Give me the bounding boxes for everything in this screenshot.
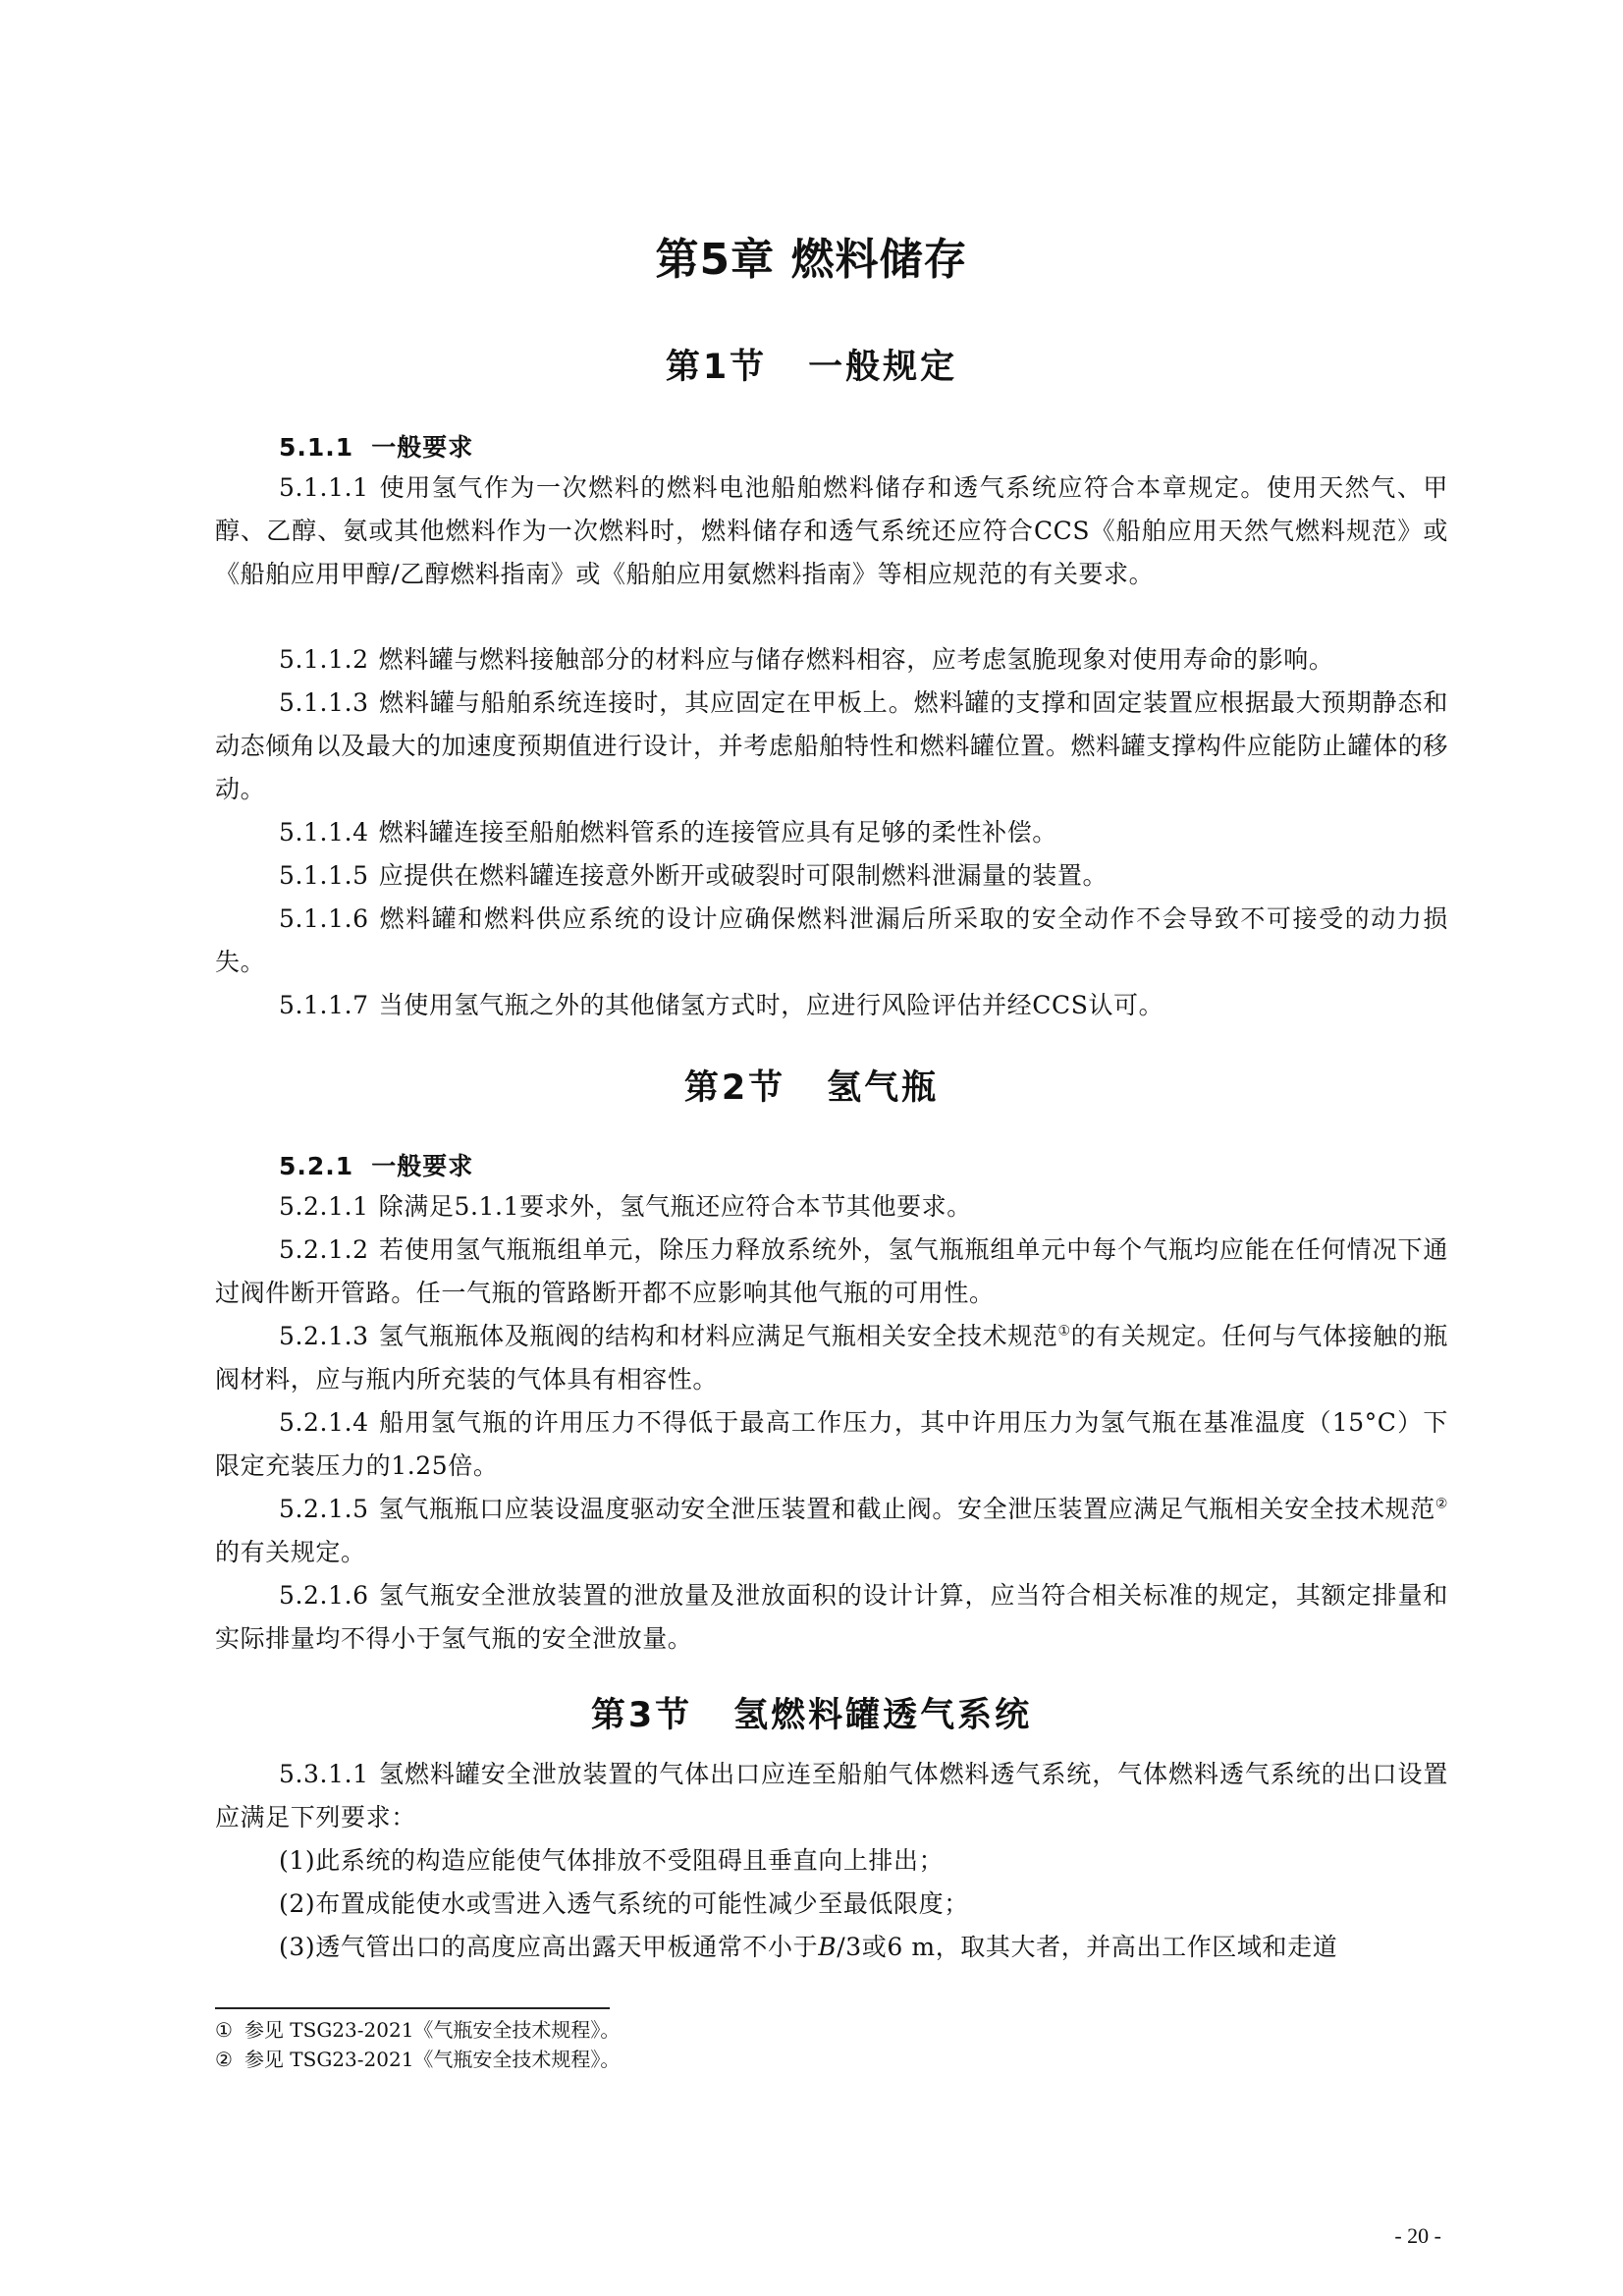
clause-text: /3或6 m，取其大者，并高出工作区域和走道 [837, 1933, 1338, 1961]
footnote [215, 2015, 620, 2045]
clause-text: 应提供在燃料罐连接意外断开或破裂时可限制燃料泄漏量的装置。 [378, 861, 1109, 890]
list-item [215, 1883, 1448, 1926]
clause-text: 氢气瓶瓶口应装设温度驱动安全泄压装置和截止阀。安全泄压装置应满足气瓶相关安全技术规范 [378, 1495, 1435, 1523]
subsection-title [279, 1147, 473, 1182]
footnote-divider [215, 2007, 610, 2009]
clause-number: 5.1.1.5 [279, 861, 369, 890]
clause-number: 5.1.1.2 [279, 645, 369, 674]
footnote-ref[interactable]: ② [1434, 1496, 1448, 1512]
list-item [215, 1926, 1448, 1969]
section-title [0, 340, 1623, 389]
section-name: 氢气瓶 [827, 1068, 940, 1108]
clause-text: 使用氢气作为一次燃料的燃料电池船舶燃料储存和透气系统应符合本章规定。使用天然气、甲醇、乙醇、氨或其他燃料作为一次燃料时，燃料储存和透气系统还应符合CCS《船舶应用天然气燃料规范》或《船舶应用甲醇/乙醇燃料指南》或《船舶应用氨燃料指南》等相应规范的有关要求。 [215, 473, 1448, 588]
chapter-title: 第5章 燃料储存 [655, 235, 968, 285]
paragraph [215, 1401, 1448, 1488]
subsection-number: 5.2.1 [279, 1152, 354, 1180]
clause-text: (3)透气管出口的高度应高出露天甲板通常不小于 [279, 1933, 819, 1961]
footnote-mark: ① [215, 2018, 233, 2042]
footnote-mark: ② [215, 2048, 233, 2071]
clause-number: 5.2.1.2 [279, 1235, 369, 1264]
subsection-number: 5.1.1 [279, 433, 354, 462]
paragraph [215, 1315, 1448, 1401]
clause-number: 5.2.1.3 [279, 1322, 369, 1350]
footnote [215, 2045, 620, 2074]
clause-number: 5.2.1.4 [279, 1408, 369, 1437]
italic-variable: B [818, 1933, 838, 1961]
paragraph [215, 811, 1448, 854]
subsection-title [279, 428, 473, 464]
clause-text: 当使用氢气瓶之外的其他储氢方式时，应进行风险评估并经CCS认可。 [378, 991, 1164, 1019]
clause-text: 的有关规定。任何与气体接触的瓶阀材料，应与瓶内所充装的气体具有相容性。 [215, 1322, 1448, 1394]
paragraph [215, 1753, 1448, 1839]
subsection-name: 一般要求 [371, 433, 474, 462]
clause-number: 5.1.1.1 [279, 473, 369, 502]
paragraph [215, 638, 1448, 682]
clause-text: (1)此系统的构造应能使气体排放不受阻碍且垂直向上排出； [279, 1846, 945, 1875]
paragraph [215, 1574, 1448, 1661]
footnote-ref[interactable]: ① [1057, 1323, 1071, 1339]
clause-text: 燃料罐连接至船舶燃料管系的连接管应具有足够的柔性补偿。 [378, 818, 1057, 847]
paragraph [215, 898, 1448, 984]
subsection-name: 一般要求 [371, 1152, 474, 1180]
clause-number: 5.2.1.1 [279, 1192, 369, 1221]
clause-text: (2)布置成能使水或雪进入透气系统的可能性减少至最低限度； [279, 1889, 969, 1918]
paragraph [215, 1488, 1448, 1574]
clause-number: 5.2.1.6 [279, 1581, 369, 1610]
clause-number: 5.2.1.5 [279, 1495, 369, 1523]
paragraph [215, 1185, 1448, 1229]
clause-text: 氢气瓶瓶体及瓶阀的结构和材料应满足气瓶相关安全技术规范 [378, 1322, 1058, 1350]
clause-text: 的有关规定。 [215, 1538, 366, 1566]
clause-text: 若使用氢气瓶瓶组单元，除压力释放系统外，氢气瓶瓶组单元中每个气瓶均应能在任何情况下通过阀件断开管路。任一气瓶的管路断开都不应影响其他气瓶的可用性。 [215, 1235, 1448, 1307]
section-number: 第3节 [590, 1696, 693, 1735]
clause-text: 除满足5.1.1要求外，氢气瓶还应符合本节其他要求。 [378, 1192, 972, 1221]
section-title [0, 1688, 1623, 1737]
clause-text: 船用氢气瓶的许用压力不得低于最高工作压力，其中许用压力为氢气瓶在基准温度（15°C）下限定充装压力的1.25倍。 [215, 1408, 1448, 1480]
footnote-text: 参见 TSG23-2021《气瓶安全技术规程》。 [243, 2048, 621, 2071]
paragraph [215, 1229, 1448, 1315]
section-number: 第2节 [683, 1068, 786, 1108]
clause-text: 氢气瓶安全泄放装置的泄放量及泄放面积的设计计算，应当符合相关标准的规定，其额定排量和实际排量均不得小于氢气瓶的安全泄放量。 [215, 1581, 1448, 1653]
clause-text: 燃料罐和燃料供应系统的设计应确保燃料泄漏后所采取的安全动作不会导致不可接受的动力损失。 [215, 904, 1448, 976]
paragraph [215, 984, 1448, 1027]
clause-number: 5.1.1.6 [279, 904, 369, 933]
clause-number: 5.3.1.1 [279, 1760, 369, 1788]
clause-number: 5.1.1.4 [279, 818, 369, 847]
section-name: 氢燃料罐透气系统 [733, 1696, 1033, 1735]
section-name: 一般规定 [808, 348, 958, 387]
list-item [215, 1839, 1448, 1883]
clause-text: 燃料罐与船舶系统连接时，其应固定在甲板上。燃料罐的支撑和固定装置应根据最大预期静态和动态倾角以及最大的加速度预期值进行设计，并考虑船舶特性和燃料罐位置。燃料罐支撑构件应能防止罐体的移动。 [215, 688, 1448, 803]
clause-text: 燃料罐与燃料接触部分的材料应与储存燃料相容，应考虑氢脆现象对使用寿命的影响。 [378, 645, 1334, 674]
paragraph [215, 854, 1448, 898]
clause-number: 5.1.1.3 [279, 688, 369, 717]
footnote-text: 参见 TSG23-2021《气瓶安全技术规程》。 [243, 2018, 621, 2042]
section-number: 第1节 [665, 348, 768, 387]
page-number: - 20 - [1394, 2223, 1441, 2248]
clause-number: 5.1.1.7 [279, 991, 369, 1019]
clause-text: 氢燃料罐安全泄放装置的气体出口应连至船舶气体燃料透气系统，气体燃料透气系统的出口设置应满足下列要求： [215, 1760, 1448, 1831]
paragraph [215, 466, 1448, 596]
paragraph [215, 682, 1448, 811]
section-title [0, 1061, 1623, 1110]
